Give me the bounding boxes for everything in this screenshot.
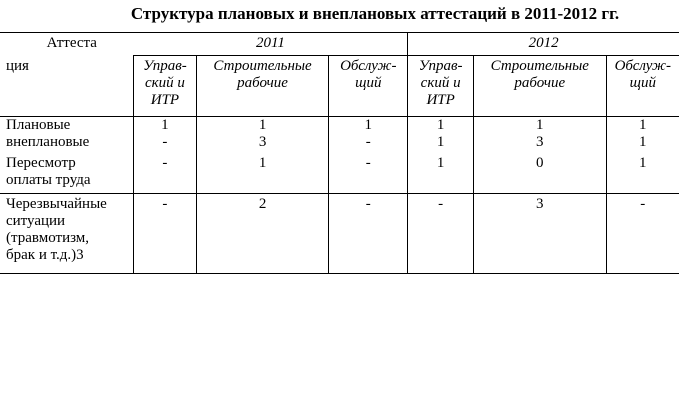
- table-row: [0, 155, 679, 194]
- category-line: ИТР: [150, 92, 180, 108]
- row-label-line: Плановые: [6, 117, 71, 133]
- cell-value: 1: [436, 117, 445, 133]
- value-cell: -: [134, 194, 197, 274]
- category-line: ский и: [420, 75, 461, 91]
- header-label-cont: [0, 56, 134, 117]
- category-line: рабочие: [514, 75, 566, 91]
- cell-value: 1: [364, 117, 373, 133]
- cell-value: 1: [161, 117, 169, 133]
- category-line: щий: [629, 75, 656, 91]
- header-category-row: [0, 56, 679, 117]
- value-cell: -: [408, 194, 474, 274]
- category-line: ИТР: [426, 92, 455, 108]
- value-cell: [408, 117, 474, 156]
- value-cell: [134, 117, 197, 156]
- category-header: [474, 56, 607, 117]
- header-label-line: ция: [6, 57, 29, 74]
- cell-value: -: [162, 134, 168, 150]
- cell-value: 1: [639, 134, 647, 150]
- value-cell: 1: [196, 155, 329, 194]
- category-header: [196, 56, 329, 117]
- attestation-table: [0, 32, 679, 274]
- table-row: [0, 194, 679, 274]
- cell-value: 1: [258, 117, 267, 133]
- value-cell: 1: [408, 155, 474, 194]
- value-cell: 0: [474, 155, 607, 194]
- category-line: Обслуж-: [614, 58, 671, 74]
- value-cell: 2: [196, 194, 329, 274]
- row-label: [0, 194, 134, 274]
- header-label-cell: [0, 33, 134, 56]
- value-cell: [329, 117, 408, 156]
- row-label-line: Черезвычайные: [6, 196, 107, 212]
- header-label-line: Аттеста: [46, 35, 97, 51]
- cell-value: 3: [258, 134, 267, 150]
- value-cell: -: [329, 155, 408, 194]
- category-line: щий: [355, 75, 382, 91]
- row-label-line: внеплановые: [6, 134, 90, 150]
- category-line: рабочие: [237, 75, 288, 91]
- row-label: [0, 155, 134, 194]
- value-cell: -: [329, 194, 408, 274]
- category-line: Обслуж-: [340, 58, 397, 74]
- category-line: Строительные: [213, 58, 312, 74]
- cell-value: 1: [639, 117, 647, 133]
- cell-value: -: [365, 134, 371, 150]
- value-cell: 1: [606, 155, 679, 194]
- table-row: [0, 117, 679, 156]
- category-line: Управ-: [418, 58, 463, 74]
- cell-value: 1: [436, 134, 445, 150]
- row-label-line: брак и т.д.)3: [6, 247, 84, 263]
- row-label-line: ситуации: [6, 213, 66, 229]
- category-header: [329, 56, 408, 117]
- row-label-line: (травмотизм,: [6, 230, 90, 246]
- category-line: Строительные: [490, 58, 589, 74]
- year-2012-header: 2012: [408, 33, 679, 56]
- row-label-line: оплаты труда: [6, 172, 91, 188]
- page-title: Структура плановых и внеплановых аттестаций в 2011-2012 гг.: [130, 4, 620, 23]
- value-cell: 3: [474, 194, 607, 274]
- value-cell: [196, 117, 329, 156]
- year-2011-header: 2011: [134, 33, 408, 56]
- value-cell: [606, 117, 679, 156]
- value-cell: -: [606, 194, 679, 274]
- row-label: [0, 117, 134, 156]
- cell-value: 3: [536, 134, 544, 150]
- row-label-line: Пересмотр: [6, 155, 76, 171]
- category-line: ский и: [144, 75, 185, 91]
- value-cell: [474, 117, 607, 156]
- category-header: [134, 56, 197, 117]
- category-header: [606, 56, 679, 117]
- value-cell: -: [134, 155, 197, 194]
- category-line: Управ-: [143, 58, 187, 74]
- category-header: [408, 56, 474, 117]
- cell-value: 1: [536, 117, 544, 133]
- header-year-row: [0, 33, 679, 56]
